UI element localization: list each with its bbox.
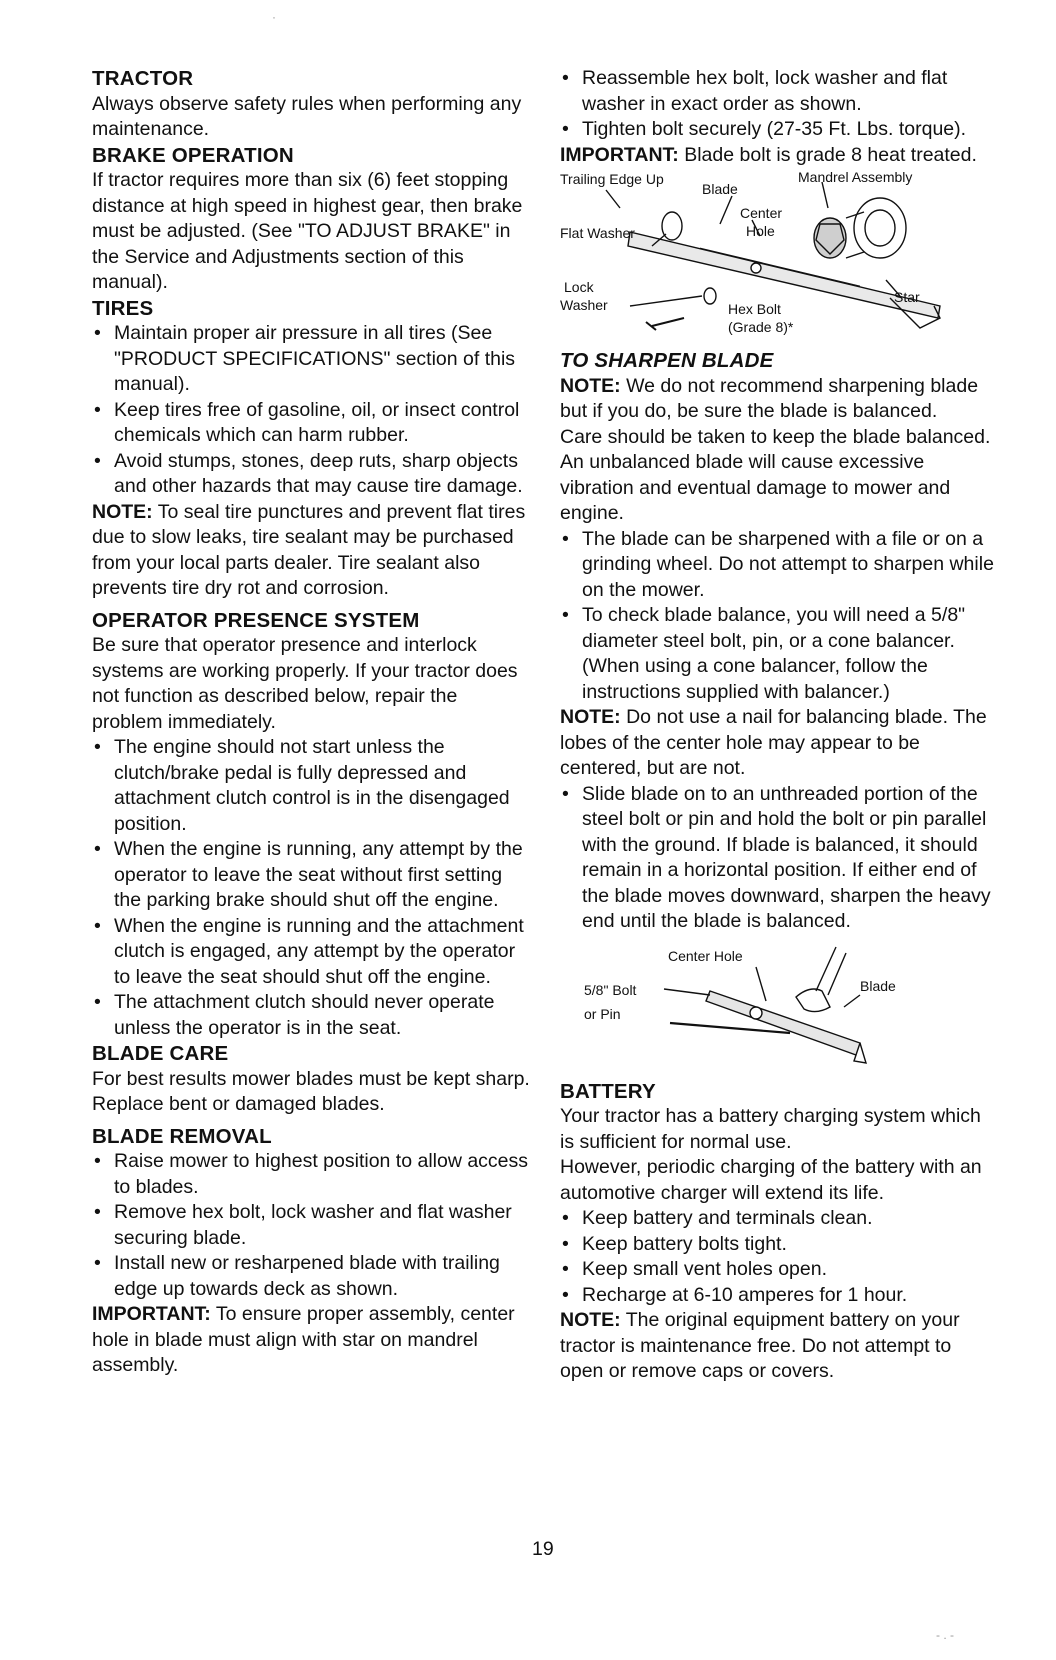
flat-washer-label: Flat Washer — [560, 225, 635, 241]
note-label: NOTE: — [560, 706, 621, 728]
brake-operation-text: If tractor requires more than six (6) feet stopping distance at high speed in highest gear, then brake must be adjusted. (See "TO ADJUST BRAKE" in the Service and Adjustments section of this manual). — [92, 169, 523, 293]
list-item: • Maintain proper air pressure in all tires (See "PRODUCT SPECIFICATIONS" section of this manual). — [92, 321, 532, 398]
operator-presence-heading: OPERATOR PRESENCE SYSTEM — [92, 608, 420, 632]
blade-removal-list — [92, 1149, 532, 1302]
trailing-edge-label: Trailing Edge Up — [560, 171, 664, 187]
battery-list — [560, 1206, 1000, 1308]
blade-care-text: For best results mower blades must be kept sharp. Replace bent or damaged blades. — [92, 1067, 530, 1115]
scan-speck: - . - — [936, 1628, 954, 1642]
figure-blade-label: Blade — [860, 977, 896, 994]
left-column — [92, 66, 532, 1379]
lock-label: Lock — [564, 279, 594, 295]
note-label: NOTE: — [560, 374, 621, 397]
list-item: • The blade can be sharpened with a file or on a grinding wheel. Do not attempt to sharpen while on the mower. — [560, 527, 1000, 604]
star-label: Star — [894, 289, 920, 305]
or-pin-label: or Pin — [584, 1005, 621, 1022]
reassemble-list — [560, 66, 1000, 143]
balance-blade-shape — [706, 991, 860, 1055]
tires-heading: TIRES — [92, 296, 154, 320]
note-text: To seal tire punctures and prevent flat tires due to slow leaks, tire sealant may be purchased from your local parts dealer. Tire sealant also prevents tire dry rot and corrosion. — [92, 500, 526, 599]
list-item: • When the engine is running, any attempt by the operator to leave the seat without first setting the parking brake should shut off the engine. — [92, 837, 532, 914]
center-label: Center — [740, 205, 783, 221]
hole-label: Hole — [746, 223, 775, 239]
important-text: To ensure proper assembly, center hole in blade must align with star on mandrel assembly. — [92, 1303, 515, 1376]
note-text: We do not recommend sharpening blade but if you do, be sure the blade is balanced. — [560, 374, 979, 422]
list-item: • To check blade balance, you will need a 5/8" diameter steel bolt, pin, or a cone balancer. (When using a cone balancer, follow the instructions supplied with balancer.) — [560, 603, 1000, 705]
list-item: • Reassemble hex bolt, lock washer and flat washer in exact order as shown. — [560, 66, 1000, 117]
list-item: • Keep tires free of gasoline, oil, or insect control chemicals which can harm rubber. — [92, 398, 532, 449]
blade-removal-heading: BLADE REMOVAL — [92, 1124, 272, 1148]
battery-text-2: However, periodic charging of the battery with an automotive charger will extend its life. — [560, 1156, 982, 1204]
important-label: IMPORTANT: — [560, 143, 679, 166]
list-item: • Slide blade on to an unthreaded portion of the steel bolt or pin and hold the bolt or pin parallel with the ground. If blade is balanced, it should remain in a horizontal position. If either end of the blade moves downward, sharpen the heavy end until the blade is balanced. — [560, 782, 1000, 935]
balance-list — [560, 782, 1000, 935]
list-item: • Raise mower to highest position to allow access to blades. — [92, 1149, 532, 1200]
lock-washer-shape — [704, 288, 716, 304]
note-text: The original equipment battery on your tractor is maintenance free. Do not attempt to open or remove caps or covers. — [560, 1309, 960, 1382]
tires-list — [92, 321, 532, 500]
tires-note — [92, 500, 532, 602]
center-hole-label: Center Hole — [668, 947, 743, 964]
list-item: • Remove hex bolt, lock washer and flat washer securing blade. — [92, 1200, 532, 1251]
grade-label: (Grade 8)* — [728, 319, 794, 335]
flat-washer-shape — [662, 212, 682, 240]
sharpen-text: Care should be taken to keep the blade balanced. An unbalanced blade will cause excessive vibration and eventual damage to mower and engine. — [560, 425, 991, 524]
right-column — [560, 66, 1000, 1385]
operator-presence-list — [92, 735, 532, 1041]
important-text: Blade bolt is grade 8 heat treated. — [684, 143, 977, 166]
list-item: • Tighten bolt securely (27-35 Ft. Lbs. torque). — [560, 117, 1000, 143]
battery-note — [560, 1308, 1000, 1385]
page-number: 19 — [532, 1538, 554, 1560]
list-item: • Recharge at 6-10 amperes for 1 hour. — [560, 1283, 1000, 1309]
blade-removal-important — [92, 1302, 532, 1379]
list-item: • Keep battery bolts tight. — [560, 1232, 1000, 1258]
to-sharpen-blade-heading: TO SHARPEN BLADE — [560, 349, 774, 372]
sharpen-note — [560, 374, 1000, 425]
blade-label: Blade — [702, 181, 738, 197]
tractor-heading: TRACTOR — [92, 67, 194, 90]
mandrel-assembly-label: Mandrel Assembly — [798, 169, 913, 185]
note-text: Do not use a nail for balancing blade. The lobes of the center hole may appear to be centered, but are not. — [560, 706, 987, 779]
scan-speck: · — [272, 10, 276, 24]
battery-text-1: Your tractor has a battery charging system which is sufficient for normal use. — [560, 1105, 981, 1153]
battery-heading: BATTERY — [560, 1079, 656, 1103]
list-item: • The engine should not start unless the clutch/brake pedal is fully depressed and attachment clutch control is in the disengaged position. — [92, 735, 532, 837]
important-label: IMPORTANT: — [92, 1303, 211, 1325]
list-item: • Keep battery and terminals clean. — [560, 1206, 1000, 1232]
list-item: • Keep small vent holes open. — [560, 1257, 1000, 1283]
bolt-label: 5/8" Bolt — [584, 981, 637, 998]
washer-label: Washer — [560, 297, 608, 313]
hand-shape — [796, 989, 830, 1012]
brake-operation-heading: BRAKE OPERATION — [92, 143, 294, 167]
note-label: NOTE: — [92, 500, 153, 523]
blade-bolt-important — [560, 143, 1000, 169]
mandrel-pulley — [854, 198, 906, 258]
list-item: • When the engine is running and the attachment clutch is engaged, any attempt by the operator to leave the seat should shut off the engine. — [92, 914, 532, 991]
hex-bolt-shape — [646, 318, 684, 330]
list-item: • Avoid stumps, stones, deep ruts, sharp objects and other hazards that may cause tire damage. — [92, 449, 532, 500]
blade-balance-figure — [560, 935, 1000, 1073]
hex-bolt-label: Hex Bolt — [728, 301, 781, 317]
blade-assembly-figure — [560, 168, 1000, 348]
note-label: NOTE: — [560, 1309, 621, 1331]
blade-care-heading: BLADE CARE — [92, 1042, 229, 1065]
sharpen-list — [560, 527, 1000, 706]
list-item: • Install new or resharpened blade with trailing edge up towards deck as shown. — [92, 1251, 532, 1302]
list-item: • The attachment clutch should never operate unless the operator is in the seat. — [92, 990, 532, 1041]
operator-presence-text: Be sure that operator presence and interlock systems are working properly. If your tractor does not function as described below, repair the problem immediately. — [92, 634, 518, 733]
tractor-text: Always observe safety rules when performing any maintenance. — [92, 92, 522, 140]
balance-note — [560, 705, 1000, 782]
